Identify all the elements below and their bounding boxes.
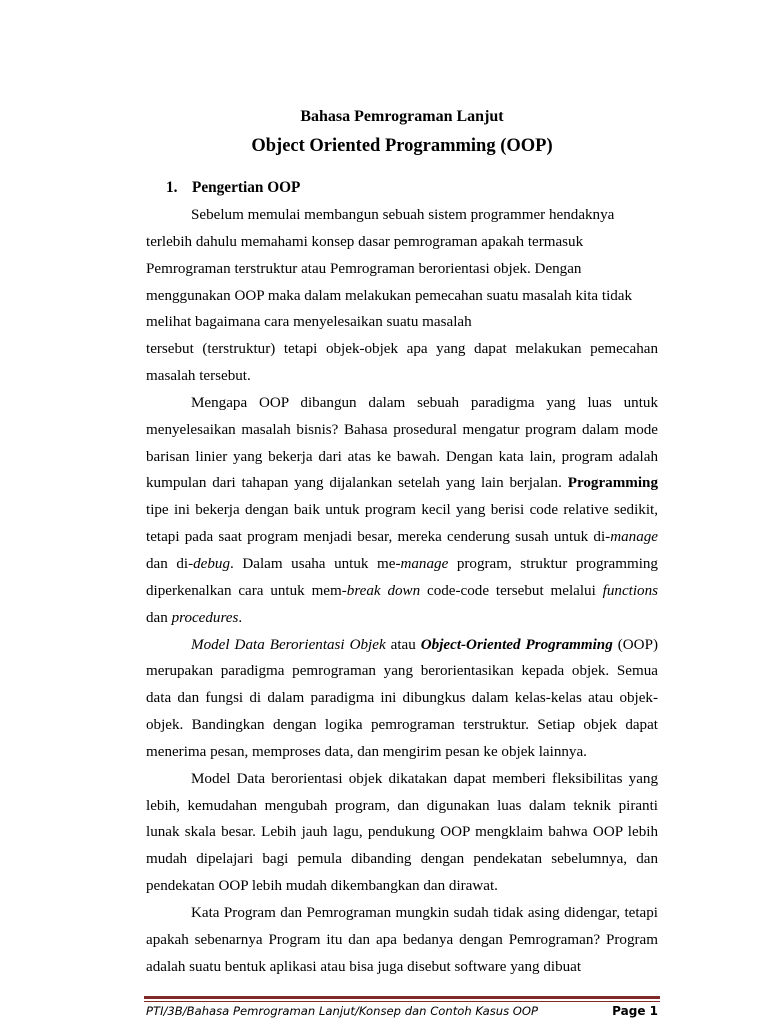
section-number: 1. <box>166 179 178 196</box>
footer-rule <box>144 996 660 999</box>
paragraph-5: Kata Program dan Pemrograman mungkin sudah tidak asing didengar, tetapi apakah sebenarnya Program itu dan apa bedanya dengan Pemrograman? Program adalah suatu bentuk aplikasi atau bisa juga disebut software yang dibuat <box>146 904 658 975</box>
document-body <box>146 202 658 980</box>
paragraph-4: Model Data berorientasi objek dikatakan dapat memberi fleksibilitas yang lebih, kemudahan mengubah program, dan digunakan luas dalam teknik piranti lunak skala besar. Lebih jauh lagu, pendukung OOP mengklaim bahwa OOP lebih mudah dipelajari bagi pemula dibanding dengan pendekatan sebelumnya, dan pendekatan OOP lebih mudah dikembangkan dan dirawat. <box>146 770 658 895</box>
document-subtitle: Object Oriented Programming (OOP) <box>251 136 553 156</box>
footer-text: PTI/3B/Bahasa Pemrograman Lanjut/Konsep dan Contoh Kasus OOP <box>146 1004 539 1018</box>
paragraph-2: Mengapa OOP dibangun dalam sebuah paradigma yang luas untuk menyelesaikan masalah bisnis? Bahasa prosedural mengatur program dalam mode barisan linier yang bekerja dari atas ke bawah. Dengan kata lain, program adalah kumpulan dari tahapan yang dijalankan setelah yang lain berjalan. Programming tipe ini bekerja dengan baik untuk program kecil yang berisi code relative sedikit, tetapi pada saat program menjadi besar, mereka cenderung susah untuk di-manage dan di-debug. Dalam usaha untuk me-manage program, struktur programming diperkenalkan cara untuk mem-break down code-code tersebut melalui functions dan procedures. <box>146 394 658 626</box>
section-title: Pengertian OOP <box>192 179 301 196</box>
paragraph-3: Model Data Berorientasi Objek atau Object-Oriented Programming (OOP) merupakan paradigma pemrograman yang berorientasikan kepada objek. Semua data dan fungsi di dalam paradigma ini dibungkus dalam kelas-kelas atau objek-objek. Bandingkan dengan logika pemrograman terstruktur. Setiap objek dapat menerima pesan, memproses data, dan mengirim pesan ke objek lainnya. <box>146 636 659 760</box>
section-heading <box>166 179 300 197</box>
paragraph-1a: Sebelum memulai membangun sebuah sistem programmer hendaknya terlebih dahulu memahami konsep dasar pemrograman apakah termasuk Pemrograman terstruktur atau Pemrograman berorientasi objek. Dengan menggunakan OOP maka dalam melakukan pemecahan suatu masalah kita tidak melihat bagaimana cara menyelesaikan suatu masalah <box>146 207 633 331</box>
document-title: Bahasa Pemrograman Lanjut <box>300 108 504 125</box>
paragraph-1b: tersebut (terstruktur) tetapi objek-objek apa yang dapat melakukan pemecahan masalah tersebut. <box>146 341 658 385</box>
page-number: Page 1 <box>612 1004 658 1018</box>
footer-rule-thin <box>144 1001 660 1002</box>
